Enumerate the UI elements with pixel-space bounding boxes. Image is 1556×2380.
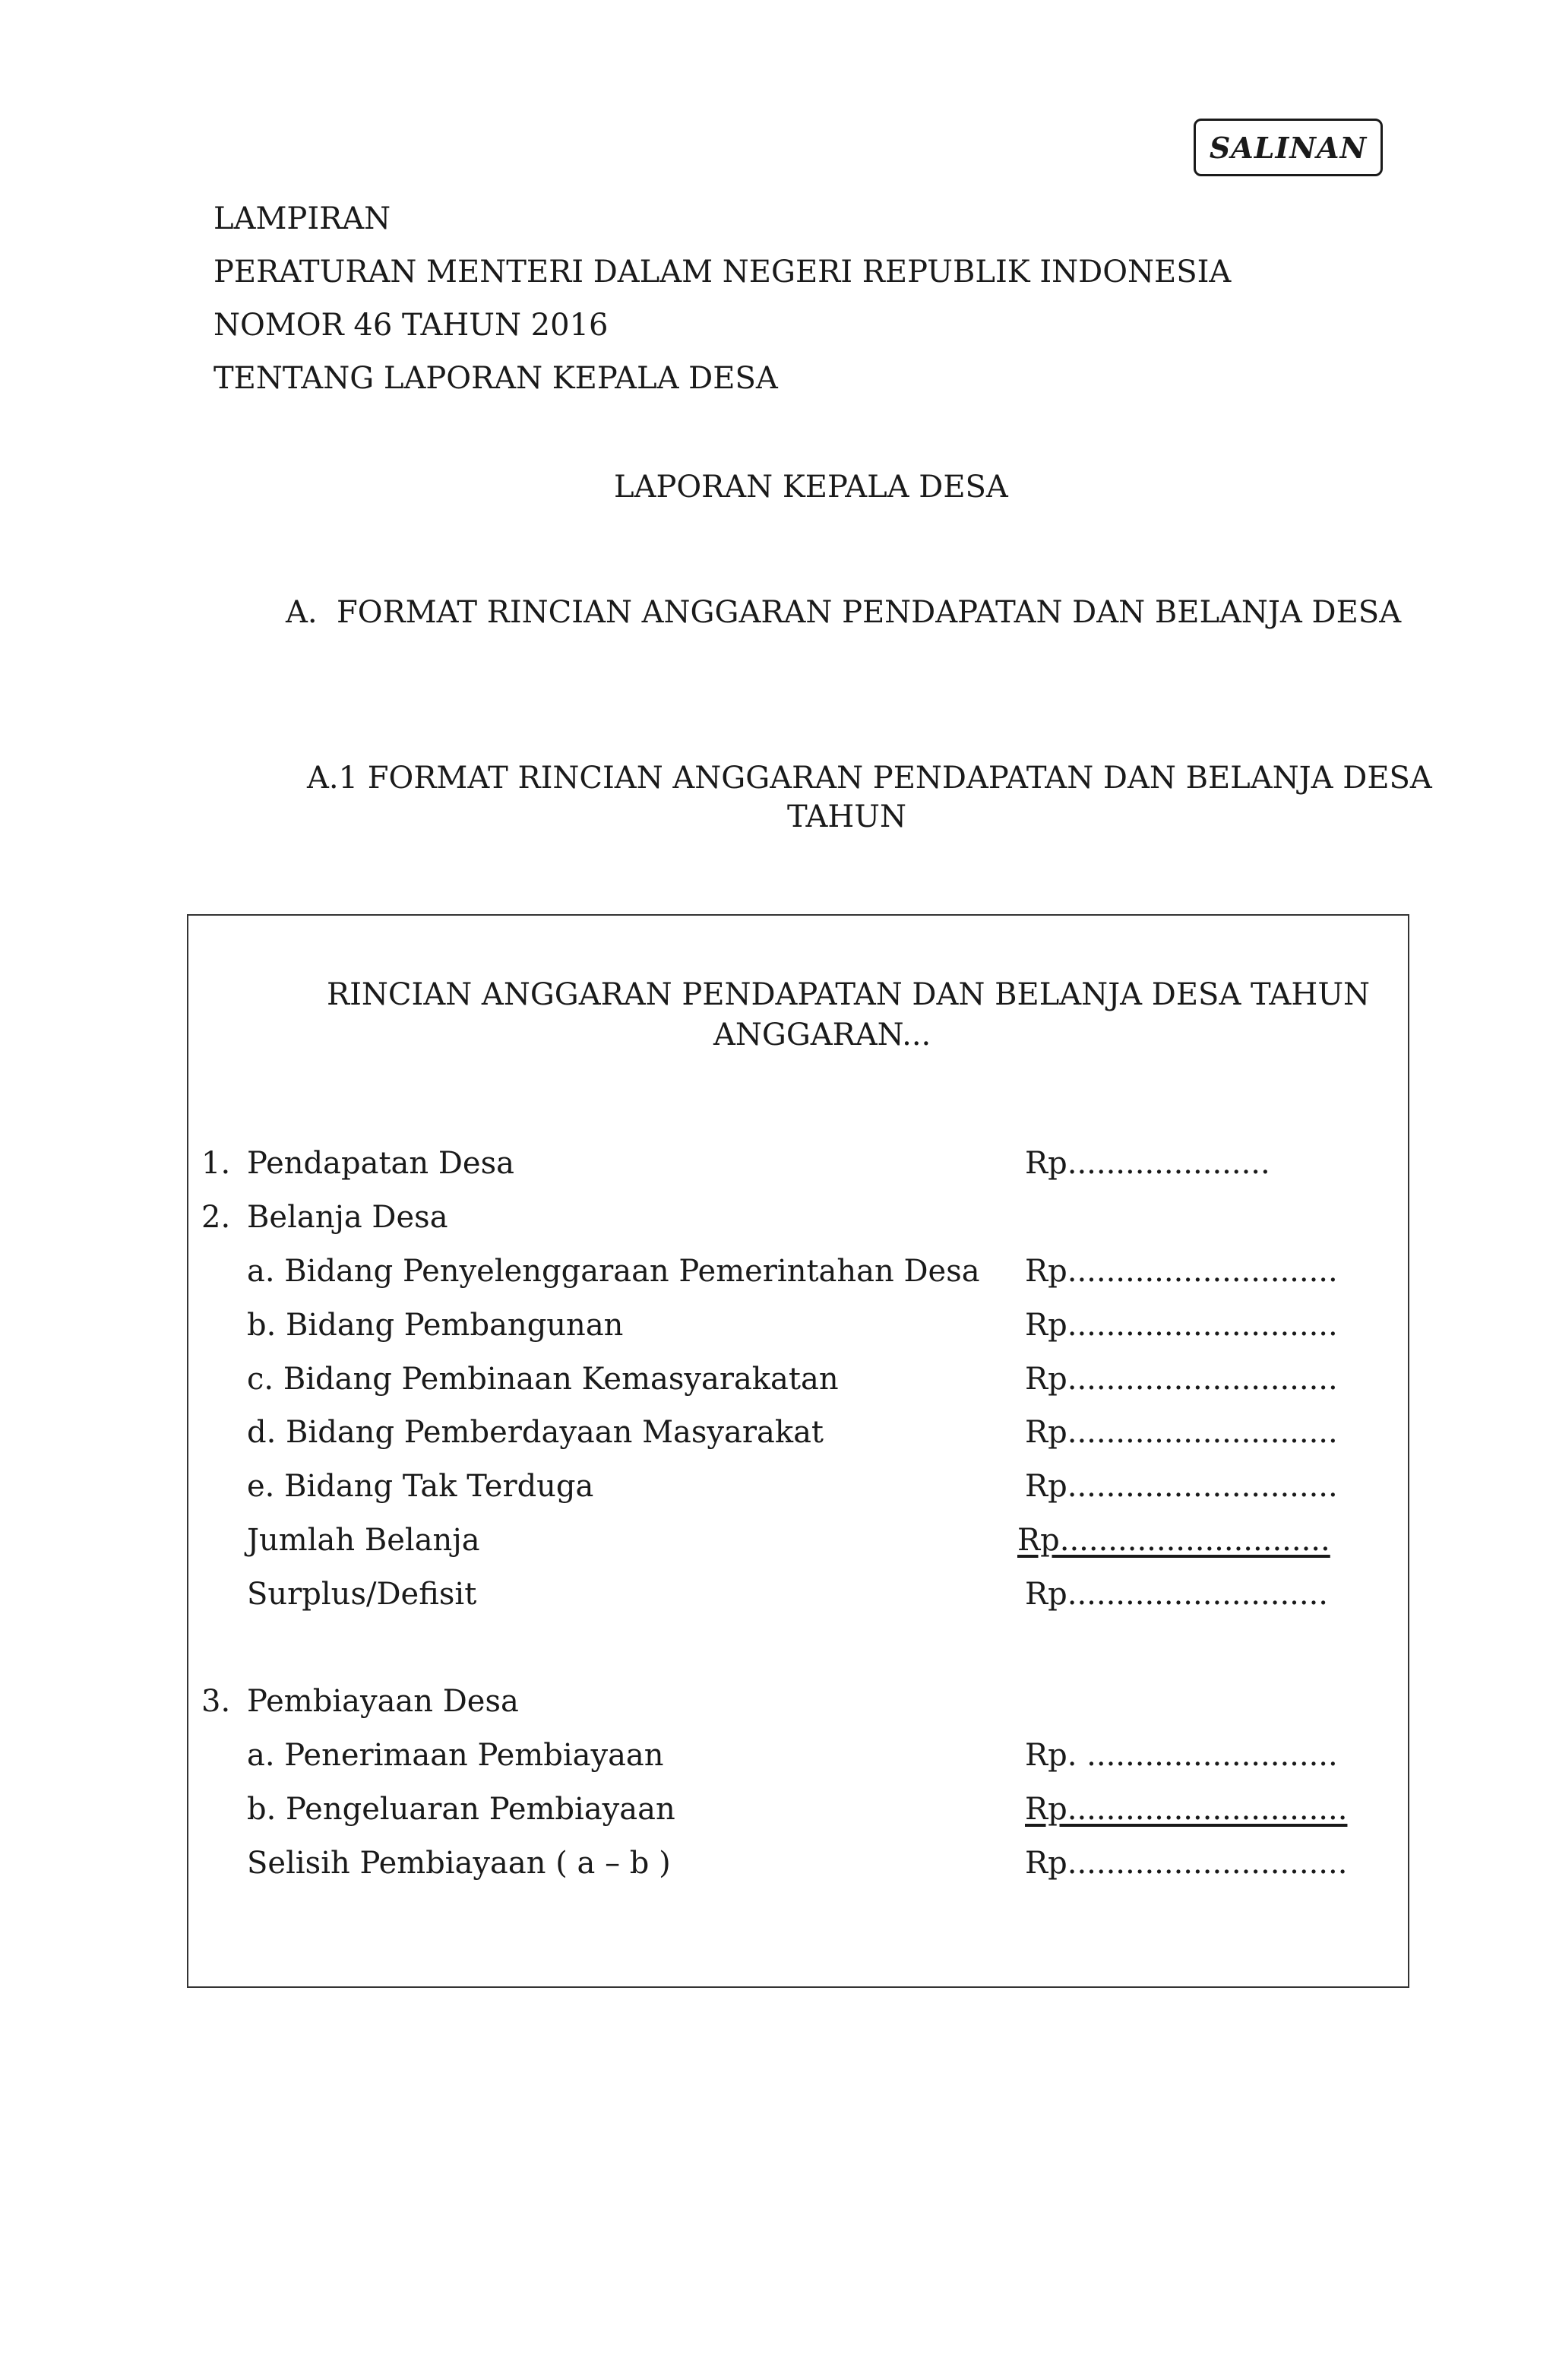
row-label-belanja-desa: Belanja Desa (247, 1200, 448, 1235)
header-nomor: NOMOR 46 TAHUN 2016 (213, 308, 609, 343)
header-lampiran: LAMPIRAN (213, 201, 391, 236)
section-a1-heading-line1: A.1 FORMAT RINCIAN ANGGARAN PENDAPATAN DAN BELANJA DESA (307, 761, 1432, 796)
document-title: LAPORAN KEPALA DESA (614, 470, 1008, 505)
row-amount-pemberdayaan: Rp............................ (1025, 1415, 1338, 1450)
row-label-pendapatan-desa: Pendapatan Desa (247, 1146, 514, 1181)
row-label-selisih-pembiayaan: Selisih Pembiayaan ( a – b ) (247, 1846, 671, 1881)
section-a-heading: A. FORMAT RINCIAN ANGGARAN PENDAPATAN DAN BELANJA DESA (286, 595, 1402, 630)
box-title-line1: RINCIAN ANGGARAN PENDAPATAN DAN BELANJA DESA TAHUN (327, 977, 1371, 1012)
salinan-stamp (1194, 119, 1383, 176)
row-label-jumlah-belanja: Jumlah Belanja (247, 1523, 480, 1558)
budget-summary-box (187, 914, 1409, 1988)
row-amount-surplus-defisit: Rp........................... (1025, 1577, 1329, 1612)
header-tentang: TENTANG LAPORAN KEPALA DESA (213, 361, 778, 396)
row-label-penyelenggaraan: a. Bidang Penyelenggaraan Pemerintahan Desa (247, 1254, 980, 1289)
row-label-pemberdayaan: d. Bidang Pemberdayaan Masyarakat (247, 1415, 824, 1450)
row-amount-pengeluaran-pembiayaan: Rp............................. (1025, 1792, 1348, 1827)
row-label-surplus-defisit: Surplus/Defisit (247, 1577, 477, 1612)
row-number: 2. (201, 1200, 231, 1235)
row-amount-penyelenggaraan: Rp............................ (1025, 1254, 1338, 1289)
row-amount-selisih-pembiayaan: Rp............................. (1025, 1846, 1348, 1881)
section-a1-heading-line2: TAHUN (787, 799, 906, 834)
box-title-line2: ANGGARAN... (713, 1018, 931, 1052)
row-number: 1. (201, 1146, 231, 1181)
row-label-pembangunan: b. Bidang Pembangunan (247, 1308, 624, 1343)
row-amount-pembinaan: Rp............................ (1025, 1362, 1338, 1397)
row-amount-jumlah-belanja: Rp............................ (1017, 1523, 1330, 1558)
header-peraturan: PERATURAN MENTERI DALAM NEGERI REPUBLIK INDONESIA (213, 255, 1232, 290)
row-amount-pembangunan: Rp............................ (1025, 1308, 1338, 1343)
row-number: 3. (201, 1684, 231, 1719)
row-amount-pendapatan-desa: Rp..................... (1025, 1146, 1270, 1181)
stamp-text: SALINAN (1209, 130, 1368, 165)
row-label-pembinaan: c. Bidang Pembinaan Kemasyarakatan (247, 1362, 839, 1397)
row-label-tak-terduga: e. Bidang Tak Terduga (247, 1469, 594, 1504)
row-label-pengeluaran-pembiayaan: b. Pengeluaran Pembiayaan (247, 1792, 675, 1827)
row-amount-penerimaan-pembiayaan: Rp. .......................... (1025, 1738, 1338, 1773)
row-amount-tak-terduga: Rp............................ (1025, 1469, 1338, 1504)
row-label-pembiayaan-desa: Pembiayaan Desa (247, 1684, 519, 1719)
row-label-penerimaan-pembiayaan: a. Penerimaan Pembiayaan (247, 1738, 664, 1773)
